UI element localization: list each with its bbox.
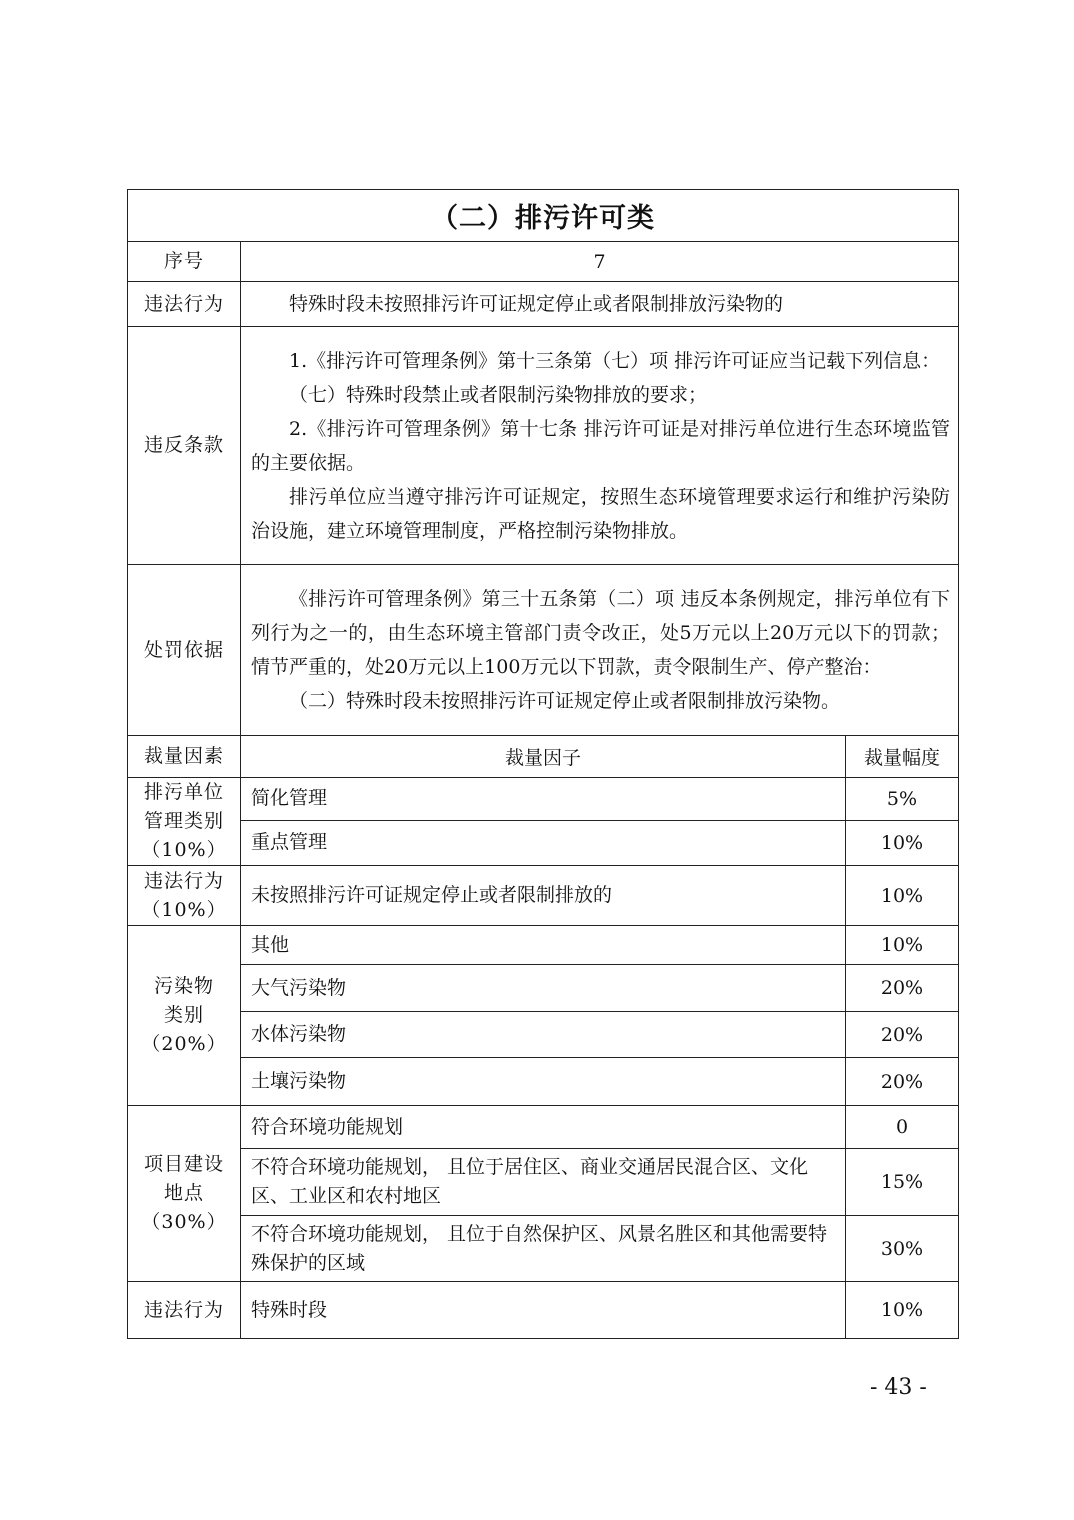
factor-cell: 大气污染物: [241, 965, 846, 1012]
range-cell: 10%: [846, 866, 959, 926]
factor-cell: 不符合环境功能规划， 且位于自然保护区、风景名胜区和其他需要特殊保护的区域: [241, 1216, 846, 1282]
group-label-violation-period: 违法行为: [128, 1282, 241, 1339]
factor-cell: 符合环境功能规划: [241, 1106, 846, 1149]
penalty-paragraph: （二）特殊时段未按照排污许可证规定停止或者限制排放污染物。: [289, 690, 841, 712]
factor-cell: 其他: [241, 926, 846, 965]
factor-header: 裁量因素: [128, 736, 241, 778]
group-label-project-location: 项目建设 地点 （30%）: [128, 1106, 241, 1282]
range-cell: 20%: [846, 1058, 959, 1106]
clause-paragraph: （七）特殊时段禁止或者限制污染物排放的要求；: [289, 383, 708, 406]
group-label-violation: 违法行为 （10%）: [128, 866, 241, 926]
group-label-management-type: 排污单位 管理类别 （10%）: [128, 778, 241, 866]
range-cell: 30%: [846, 1216, 959, 1282]
range-cell: 10%: [846, 820, 959, 865]
group-label-pollutant-type: 污染物 类别 （20%）: [128, 926, 241, 1106]
factor-cell: 简化管理: [241, 778, 846, 821]
clause-paragraph: 1.《排污许可管理条例》第十三条第（七）项 排污许可证应当记载下列信息：: [289, 349, 941, 372]
range-cell: 20%: [846, 1012, 959, 1058]
penalty-table: [127, 189, 959, 1339]
range-cell: 0: [846, 1106, 959, 1149]
subfactor-header: 裁量因子: [241, 736, 846, 778]
range-cell: 5%: [846, 778, 959, 821]
range-cell: 20%: [846, 965, 959, 1012]
section-title: （二）排污许可类: [128, 190, 959, 242]
clause-text-cell: [241, 327, 959, 565]
range-cell: 10%: [846, 1282, 959, 1339]
serial-label: 序号: [128, 242, 241, 282]
violation-label: 违法行为: [128, 282, 241, 327]
violation-text: 特殊时段未按照排污许可证规定停止或者限制排放污染物的: [289, 293, 784, 315]
clause-paragraph: 排污单位应当遵守排污许可证规定，按照生态环境管理要求运行和维护污染防治设施，建立环境管理制度，严格控制污染物排放。: [251, 485, 950, 542]
factor-cell: 重点管理: [241, 820, 846, 865]
factor-cell: 土壤污染物: [241, 1058, 846, 1106]
serial-value: 7: [241, 242, 959, 282]
range-cell: 10%: [846, 926, 959, 965]
clause-label: 违反条款: [128, 327, 241, 565]
range-header: 裁量幅度: [846, 736, 959, 778]
penalty-paragraph: 《排污许可管理条例》第三十五条第（二）项 违反本条例规定，排污单位有下列行为之一的，由生态环境主管部门责令改正，处5万元以上20万元以下的罚款；情节严重的，处20万元以上100万元以下罚款，责令限制生产、停产整治：: [251, 588, 950, 678]
factor-cell: 水体污染物: [241, 1012, 846, 1058]
range-cell: 15%: [846, 1149, 959, 1216]
penalty-text-cell: [241, 565, 959, 736]
factor-cell: 不符合环境功能规划， 且位于居住区、商业交通居民混合区、文化区、工业区和农村地区: [241, 1149, 846, 1216]
factor-cell: 特殊时段: [241, 1282, 846, 1339]
clause-paragraph: 2.《排污许可管理条例》第十七条 排污许可证是对排污单位进行生态环境监管的主要依据。: [251, 417, 950, 474]
violation-text-cell: [241, 282, 959, 327]
penalty-label: 处罚依据: [128, 565, 241, 736]
factor-cell: 未按照排污许可证规定停止或者限制排放的: [241, 866, 846, 926]
page-number: - 43 -: [870, 1375, 927, 1400]
